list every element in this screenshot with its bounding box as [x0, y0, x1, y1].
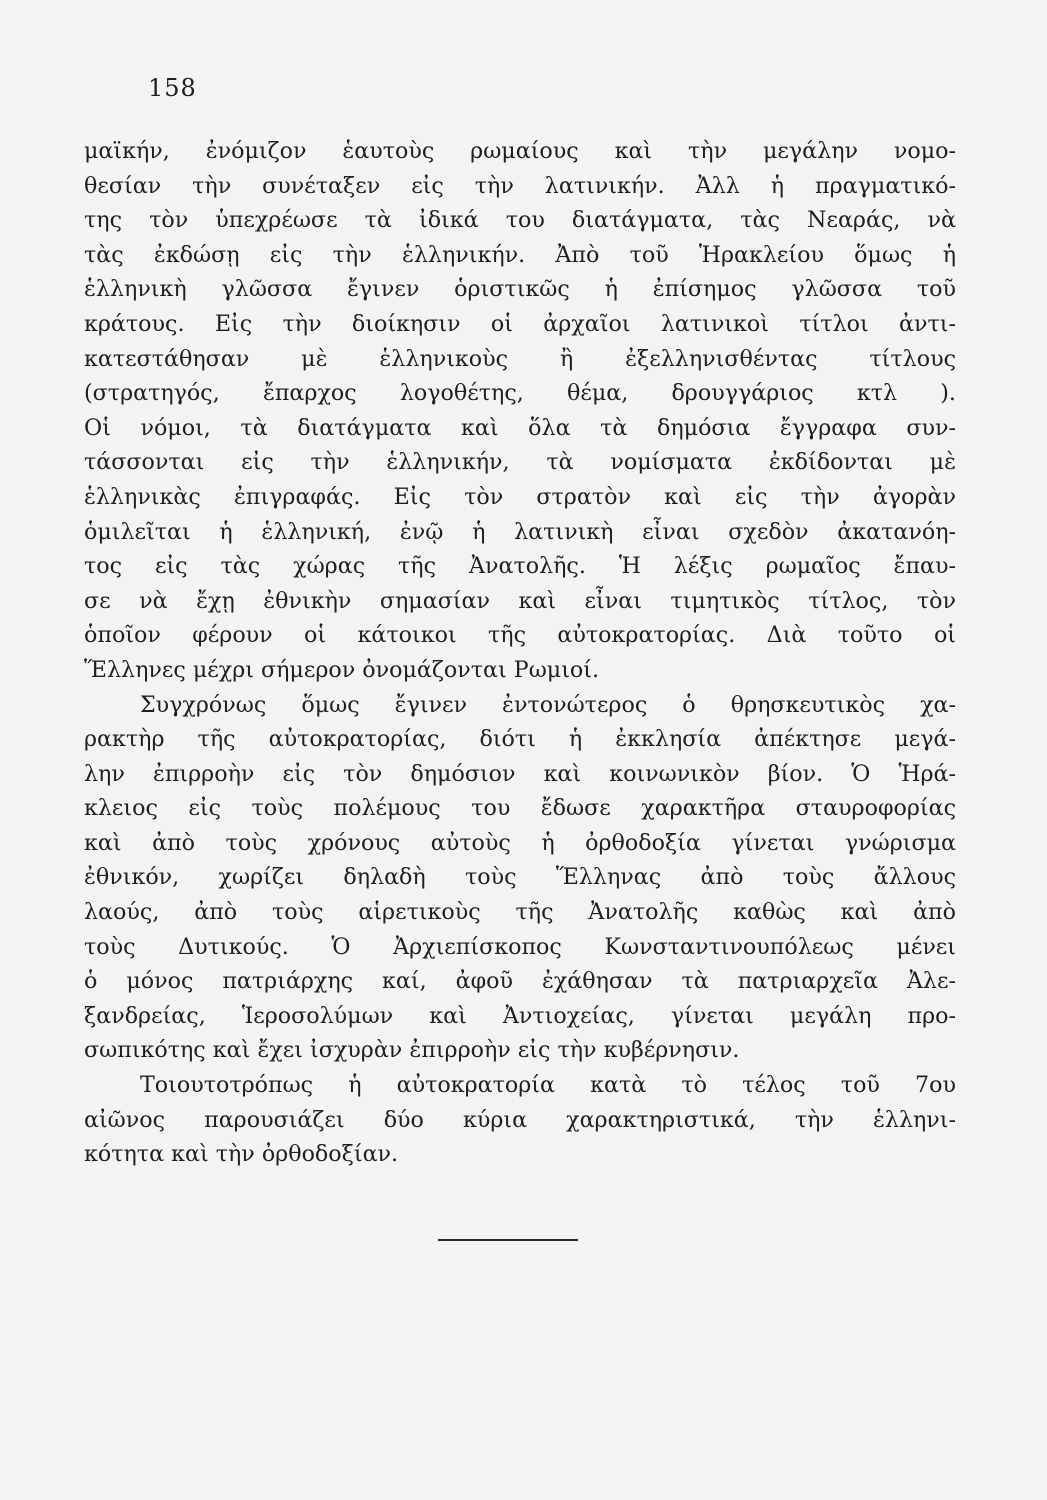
text-line: σωπικότης καὶ ἔχει ἰσχυρὰν ἐπιρροὴν εἰς τὴν κυβέρνησιν.: [84, 1037, 740, 1064]
text-line: (στρατηγός, ἔπαρχος λογοθέτης, θέμα, δρουγγάριος κτλ ).: [84, 380, 956, 407]
text-line: Ἕλληνες μέχρι σήμερον ὀνομάζονται Ρωμιοί.: [84, 656, 600, 683]
text-line: αἰῶνος παρουσιάζει δύο κύρια χαρακτηριστικά, τὴν ἑλληνι-: [84, 1106, 956, 1133]
text-line: τοὺς Δυτικούς. Ὁ Ἀρχιεπίσκοπος Κωνσταντινουπόλεως μένει: [84, 933, 956, 960]
text-line: κράτους. Εἰς τὴν διοίκησιν οἱ ἀρχαῖοι λατινικοὶ τίτλοι ἀντι-: [84, 310, 956, 337]
text-line: ξανδρείας, Ἱεροσολύμων καὶ Ἀντιοχείας, γίνεται μεγάλη προ-: [84, 1002, 956, 1029]
text-line: τάσσονται εἰς τὴν ἑλληνικήν, τὰ νομίσματα ἐκδίδονται μὲ: [84, 449, 956, 476]
text-line: λην ἐπιρροὴν εἰς τὸν δημόσιον καὶ κοινωνικὸν βίον. Ὁ Ἡρά-: [84, 760, 956, 787]
text-line: Τοιουτοτρόπως ἡ αὐτοκρατορία κατὰ τὸ τέλος τοῦ 7ου: [140, 1072, 956, 1099]
section-divider: [438, 1239, 578, 1241]
text-line: θεσίαν τὴν συνέταξεν εἰς τὴν λατινικήν. Ἀλλ ἡ πραγματικό-: [84, 172, 956, 199]
text-line: καὶ ἀπὸ τοὺς χρόνους αὐτοὺς ἡ ὀρθοδοξία γίνεται γνώρισμα: [84, 829, 956, 856]
text-line: ἐθνικόν, χωρίζει δηλαδὴ τοὺς Ἕλληνας ἀπὸ τοὺς ἄλλους: [84, 864, 956, 891]
text-line: λαούς, ἀπὸ τοὺς αἱρετικοὺς τῆς Ἀνατολῆς καθὼς καὶ ἀπὸ: [84, 899, 956, 926]
text-line: κότητα καὶ τὴν ὀρθοδοξίαν.: [84, 1141, 399, 1168]
text-line: της τὸν ὑπεχρέωσε τὰ ἰδικά του διατάγματα, τὰς Νεαράς, νὰ: [84, 207, 956, 234]
text-line: σε νὰ ἔχῃ ἐθνικὴν σημασίαν καὶ εἶναι τιμητικὸς τίτλος, τὸν: [84, 587, 956, 614]
text-line: κατεστάθησαν μὲ ἑλληνικοὺς ἢ ἐξελληνισθέντας τίτλους: [84, 345, 956, 372]
text-line: Συγχρόνως ὅμως ἔγινεν ἐντονώτερος ὁ θρησκευτικὸς χα-: [140, 691, 956, 718]
text-line: Οἱ νόμοι, τὰ διατάγματα καὶ ὅλα τὰ δημόσια ἔγγραφα συν-: [84, 414, 956, 441]
text-line: ὁ μόνος πατριάρχης καί, ἀφοῦ ἐχάθησαν τὰ πατριαρχεῖα Ἀλε-: [84, 968, 956, 995]
text-line: ἑλληνικὰς ἐπιγραφάς. Εἰς τὸν στρατὸν καὶ εἰς τὴν ἀγορὰν: [84, 483, 956, 510]
text-line: ρακτὴρ τῆς αὐτοκρατορίας, διότι ἡ ἐκκλησία ἀπέκτησε μεγά-: [84, 726, 956, 753]
text-line: ἑλληνικὴ γλῶσσα ἔγινεν ὁριστικῶς ἡ ἐπίσημος γλῶσσα τοῦ: [84, 276, 956, 303]
text-line: τὰς ἐκδώσῃ εἰς τὴν ἑλληνικήν. Ἀπὸ τοῦ Ἡρακλείου ὅμως ἡ: [84, 241, 956, 268]
text-line: ὁποῖον φέρουν οἱ κάτοικοι τῆς αὐτοκρατορίας. Διὰ τοῦτο οἱ: [84, 622, 956, 649]
text-line: ὁμιλεῖται ἡ ἑλληνική, ἐνῷ ἡ λατινικὴ εἶναι σχεδὸν ἀκατανόη-: [84, 518, 956, 545]
body-text: [84, 134, 956, 1172]
text-line: μαϊκήν, ἐνόμιζον ἑαυτοὺς ρωμαίους καὶ τὴν μεγάλην νομο-: [84, 138, 956, 164]
text-line: τος εἰς τὰς χώρας τῆς Ἀνατολῆς. Ἡ λέξις ρωμαῖος ἔπαυ-: [84, 553, 956, 580]
page-number: 158: [148, 74, 197, 102]
text-line: κλειος εἰς τοὺς πολέμους του ἔδωσε χαρακτῆρα σταυροφορίας: [84, 795, 956, 822]
